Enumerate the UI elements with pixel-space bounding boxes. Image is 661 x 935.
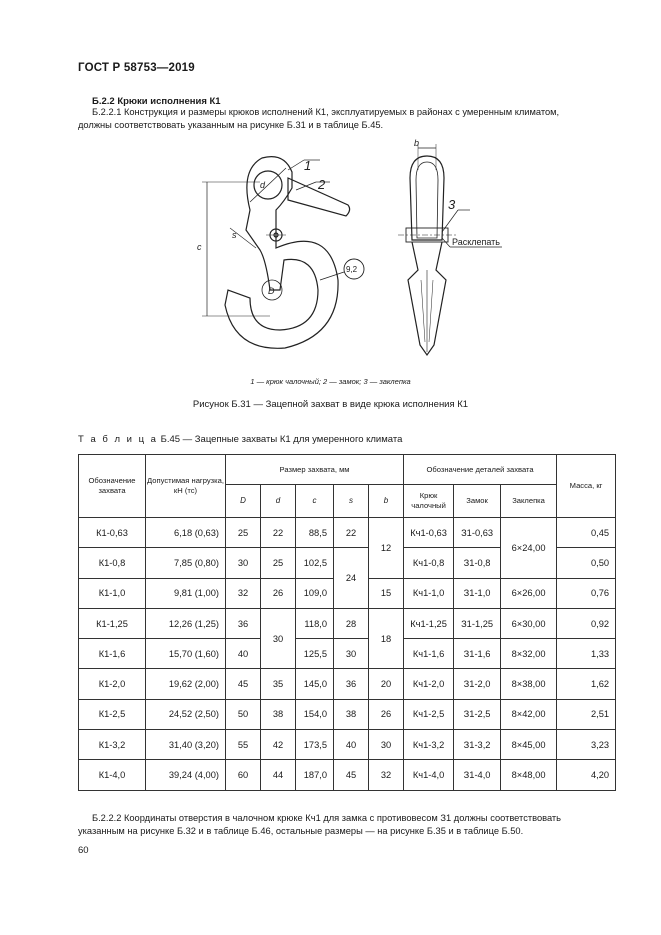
cell-mass: 1,33 xyxy=(557,639,616,669)
label-rivet: Расклепать xyxy=(452,237,500,247)
cell-D: 36 xyxy=(226,608,261,638)
cell-b: 20 xyxy=(369,669,404,699)
cell-s: 45 xyxy=(334,760,369,790)
cell-s: 38 xyxy=(334,699,369,729)
cell-load: 39,24 (4,00) xyxy=(146,760,226,790)
cell-hook: Кч1-2,5 xyxy=(404,699,454,729)
table-row xyxy=(79,730,616,760)
cell-rivet: 8×48,00 xyxy=(501,760,557,790)
callout-2: 2 xyxy=(318,177,326,192)
header-size-group: Размер захвата, мм xyxy=(226,455,404,485)
cell-hook: Кч1-3,2 xyxy=(404,730,454,760)
cell-b: 32 xyxy=(369,760,404,790)
label-radius: 9,2 xyxy=(346,265,358,274)
cell-lock: З1-1,25 xyxy=(454,608,501,638)
cell-hook: Кч1-0,63 xyxy=(404,518,454,548)
callout-1: 1 xyxy=(304,158,312,173)
cell-D: 32 xyxy=(226,578,261,608)
cell-designation: К1-2,0 xyxy=(79,669,146,699)
cell-b: 12 xyxy=(369,518,404,579)
cell-s: 36 xyxy=(334,669,369,699)
cell-hook: Кч1-1,25 xyxy=(404,608,454,638)
cell-c: 154,0 xyxy=(296,699,334,729)
cell-load: 15,70 (1,60) xyxy=(146,639,226,669)
label-b: b xyxy=(414,138,420,148)
cell-mass: 2,51 xyxy=(557,699,616,729)
label-D: D xyxy=(268,286,275,296)
cell-lock: З1-0,8 xyxy=(454,548,501,578)
cell-load: 7,85 (0,80) xyxy=(146,548,226,578)
header-rivet: Заклепка xyxy=(501,485,557,518)
cell-rivet: 8×42,00 xyxy=(501,699,557,729)
table-row xyxy=(79,608,616,638)
cell-mass: 3,23 xyxy=(557,730,616,760)
cell-d: 26 xyxy=(261,578,296,608)
cell-mass: 0,76 xyxy=(557,578,616,608)
header-s: s xyxy=(334,485,369,518)
cell-D: 50 xyxy=(226,699,261,729)
paragraph-b2-2-1 xyxy=(78,106,618,132)
cell-designation: К1-0,63 xyxy=(79,518,146,548)
header-d: d xyxy=(261,485,296,518)
table-caption-prefix: Т а б л и ц а xyxy=(78,434,158,445)
cell-c: 102,5 xyxy=(296,548,334,578)
cell-d: 25 xyxy=(261,548,296,578)
cell-D: 45 xyxy=(226,669,261,699)
cell-hook: Кч1-1,6 xyxy=(404,639,454,669)
table-row xyxy=(79,639,616,669)
header-load: Допустимая нагрузка, кН (тс) xyxy=(146,455,226,518)
cell-load: 19,62 (2,00) xyxy=(146,669,226,699)
cell-rivet: 6×26,00 xyxy=(501,578,557,608)
cell-s: 24 xyxy=(334,548,369,609)
cell-mass: 1,62 xyxy=(557,669,616,699)
cell-load: 6,18 (0,63) xyxy=(146,518,226,548)
cell-c: 173,5 xyxy=(296,730,334,760)
cell-d: 22 xyxy=(261,518,296,548)
cell-lock: З1-2,5 xyxy=(454,699,501,729)
cell-designation: К1-0,8 xyxy=(79,548,146,578)
cell-d: 38 xyxy=(261,699,296,729)
header-b: b xyxy=(369,485,404,518)
cell-b: 15 xyxy=(369,578,404,608)
cell-D: 55 xyxy=(226,730,261,760)
cell-load: 24,52 (2,50) xyxy=(146,699,226,729)
cell-hook: Кч1-1,0 xyxy=(404,578,454,608)
cell-s: 28 xyxy=(334,608,369,638)
table-caption-text: Б.45 — Зацепные захваты К1 для умеренного климата xyxy=(157,434,403,445)
cell-rivet: 6×30,00 xyxy=(501,608,557,638)
label-d: d xyxy=(260,180,266,190)
label-s: s xyxy=(232,230,237,240)
cell-c: 109,0 xyxy=(296,578,334,608)
cell-c: 187,0 xyxy=(296,760,334,790)
header-lock: Замок xyxy=(454,485,501,518)
cell-d: 30 xyxy=(261,608,296,669)
cell-mass: 0,92 xyxy=(557,608,616,638)
paragraph-b2-2-2 xyxy=(78,812,618,838)
cell-d: 44 xyxy=(261,760,296,790)
cell-c: 125,5 xyxy=(296,639,334,669)
table-caption xyxy=(78,434,402,445)
cell-designation: К1-2,5 xyxy=(79,699,146,729)
cell-hook: Кч1-0,8 xyxy=(404,548,454,578)
cell-lock: З1-3,2 xyxy=(454,730,501,760)
cell-load: 9,81 (1,00) xyxy=(146,578,226,608)
cell-load: 31,40 (3,20) xyxy=(146,730,226,760)
cell-rivet: 8×38,00 xyxy=(501,669,557,699)
cell-designation: К1-1,0 xyxy=(79,578,146,608)
cell-mass: 4,20 xyxy=(557,760,616,790)
figure-caption: Рисунок Б.31 — Зацепной захват в виде крюка исполнения К1 xyxy=(192,399,469,410)
cell-c: 145,0 xyxy=(296,669,334,699)
cell-b: 30 xyxy=(369,730,404,760)
paragraph-line: Б.2.2.2 Координаты отверстия в чалочном крюке Кч1 для замка с противовесом З1 должны соответствовать xyxy=(92,813,562,823)
cell-load: 12,26 (1,25) xyxy=(146,608,226,638)
cell-hook: Кч1-4,0 xyxy=(404,760,454,790)
table-row xyxy=(79,669,616,699)
header-c: c xyxy=(296,485,334,518)
page-number: 60 xyxy=(78,845,89,856)
cell-b: 26 xyxy=(369,699,404,729)
cell-rivet: 8×45,00 xyxy=(501,730,557,760)
cell-s: 40 xyxy=(334,730,369,760)
cell-s: 30 xyxy=(334,639,369,669)
cell-d: 42 xyxy=(261,730,296,760)
label-c: c xyxy=(197,242,202,252)
header-hook: Крюк чалочный xyxy=(404,485,454,518)
paragraph-line: должны соответствовать указанным на рисунке Б.31 и в таблице Б.45. xyxy=(78,120,384,130)
paragraph-line: указанным на рисунке Б.32 и в таблице Б.46, остальные размеры — на рисунке Б.35 и в таблице Б.50. xyxy=(78,826,524,836)
cell-hook: Кч1-2,0 xyxy=(404,669,454,699)
hook-drawing xyxy=(180,130,520,365)
cell-mass: 0,45 xyxy=(557,518,616,548)
table-row xyxy=(79,699,616,729)
header-designation: Обозначение захвата xyxy=(79,455,146,518)
cell-designation: К1-1,25 xyxy=(79,608,146,638)
cell-lock: З1-1,0 xyxy=(454,578,501,608)
cell-d: 35 xyxy=(261,669,296,699)
cell-designation: К1-1,6 xyxy=(79,639,146,669)
side-view-eye xyxy=(410,156,444,240)
cell-D: 60 xyxy=(226,760,261,790)
table-row xyxy=(79,518,616,548)
cell-lock: З1-4,0 xyxy=(454,760,501,790)
table-row xyxy=(79,760,616,790)
document-header: ГОСТ Р 58753—2019 xyxy=(78,62,195,74)
dimensions-table xyxy=(78,454,616,791)
cell-c: 118,0 xyxy=(296,608,334,638)
header-D: D xyxy=(226,485,261,518)
cell-D: 40 xyxy=(226,639,261,669)
cell-designation: К1-3,2 xyxy=(79,730,146,760)
cell-b: 18 xyxy=(369,608,404,669)
cell-designation: К1-4,0 xyxy=(79,760,146,790)
callout-3: 3 xyxy=(448,197,456,212)
cell-lock: З1-0,63 xyxy=(454,518,501,548)
paragraph-line: Б.2.2.1 Конструкция и размеры крюков исполнений К1, эксплуатируемых в районах с умеренным климатом, xyxy=(92,107,560,117)
cell-mass: 0,50 xyxy=(557,548,616,578)
cell-rivet: 6×24,00 xyxy=(501,518,557,579)
cell-lock: З1-1,6 xyxy=(454,639,501,669)
cell-D: 30 xyxy=(226,548,261,578)
cell-lock: З1-2,0 xyxy=(454,669,501,699)
cell-D: 25 xyxy=(226,518,261,548)
cell-c: 88,5 xyxy=(296,518,334,548)
cell-rivet: 8×32,00 xyxy=(501,639,557,669)
cell-s: 22 xyxy=(334,518,369,548)
figure-legend: 1 — крюк чалочный; 2 — замок; 3 — заклепка xyxy=(250,377,411,386)
header-mass: Масса, кг xyxy=(557,455,616,518)
section-title: Б.2.2 Крюки исполнения К1 xyxy=(92,96,221,107)
header-parts-group: Обозначение деталей захвата xyxy=(404,455,557,485)
